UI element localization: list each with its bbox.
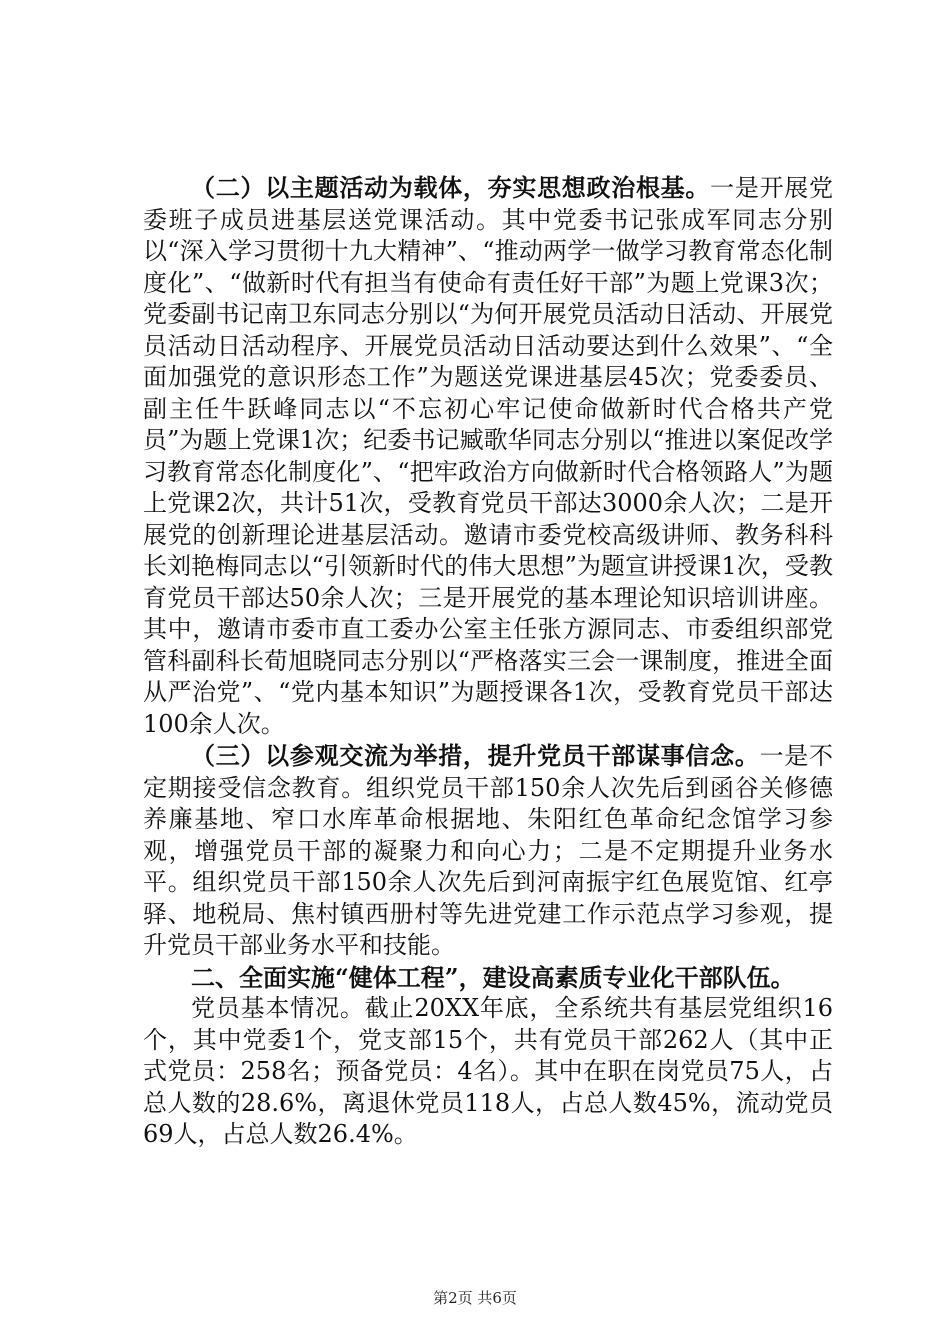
paragraph-theme-activities (143, 172, 833, 740)
paragraph-lead: （三）以参观交流为举措，提升党员干部谋事信念。 (191, 741, 760, 770)
paragraph-lead: （二）以主题活动为载体，夯实思想政治根基。 (191, 173, 711, 202)
paragraph-member-stats: 党员基本情况。截止20XX年底，全系统共有基层党组织16个，其中党委1个，党支部15个，共有党员干部262人（其中正式党员：258名；预备党员：4名）。其中在职在岗党员75人，占总人数的28.6%，离退休党员118人，占总人数45%，流动党员69人，占总人数26.4%。 (143, 994, 833, 1148)
document-body (143, 172, 833, 1151)
page-footer: 第2页 共6页 (433, 1289, 517, 1307)
paragraph-visits-exchange (143, 740, 833, 962)
section-heading: 二、全面实施“健体工程”，建设高素质专业化干部队伍。 (191, 962, 795, 992)
paragraph-body: 一是不定期接受信念教育。组织党员干部150余人次先后到函谷关修德养廉基地、窄口水库革命根据地、朱阳红色革命纪念馆学习参观，增强党员干部的凝聚力和向心力；二是不定期提升业务水平。组织党员干部150余人次先后到河南振宇红色展览馆、红亭驿、地税局、焦村镇西册村等先进党建工作示范点学习参观，提升党员干部业务水平和技能。 (143, 742, 834, 959)
paragraph-body: 一是开展党委班子成员进基层送党课活动。其中党委书记张成军同志分别以“深入学习贯彻十九大精神”、“推动两学一做学习教育常态化制度化”、“做新时代有担当有使命有责任好干部”为题上党课3次；党委副书记南卫东同志分别以“为何开展党员活动日活动、开展党员活动日活动程序、开展党员活动日活动要达到什么效果”、“全面加强党的意识形态工作”为题送党课进基层45次；党委委员、副主任牛跃峰同志以“不忘初心牢记使命做新时代合格共产党员”为题上党课1次；纪委书记臧歌华同志分别以“推进以案促改学习教育常态化制度化”、“把牢政治方向做新时代合格领路人”为题上党课2次，共计51次，受教育党员干部达3000余人次；二是开展党的创新理论进基层活动。邀请市委党校高级讲师、教务科科长刘艳梅同志以“引领新时代的伟大思想”为题宣讲授课1次，受教育党员干部达50余人次；三是开展党的基本理论知识培训讲座。其中，邀请市委市直工委办公室主任张方源同志、市委组织部党管科副科长荀旭晓同志分别以“严格落实三会一课制度，推进全面从严治党”、“党内基本知识”为题授课各1次，受教育党员干部达100余人次。 (143, 174, 834, 738)
